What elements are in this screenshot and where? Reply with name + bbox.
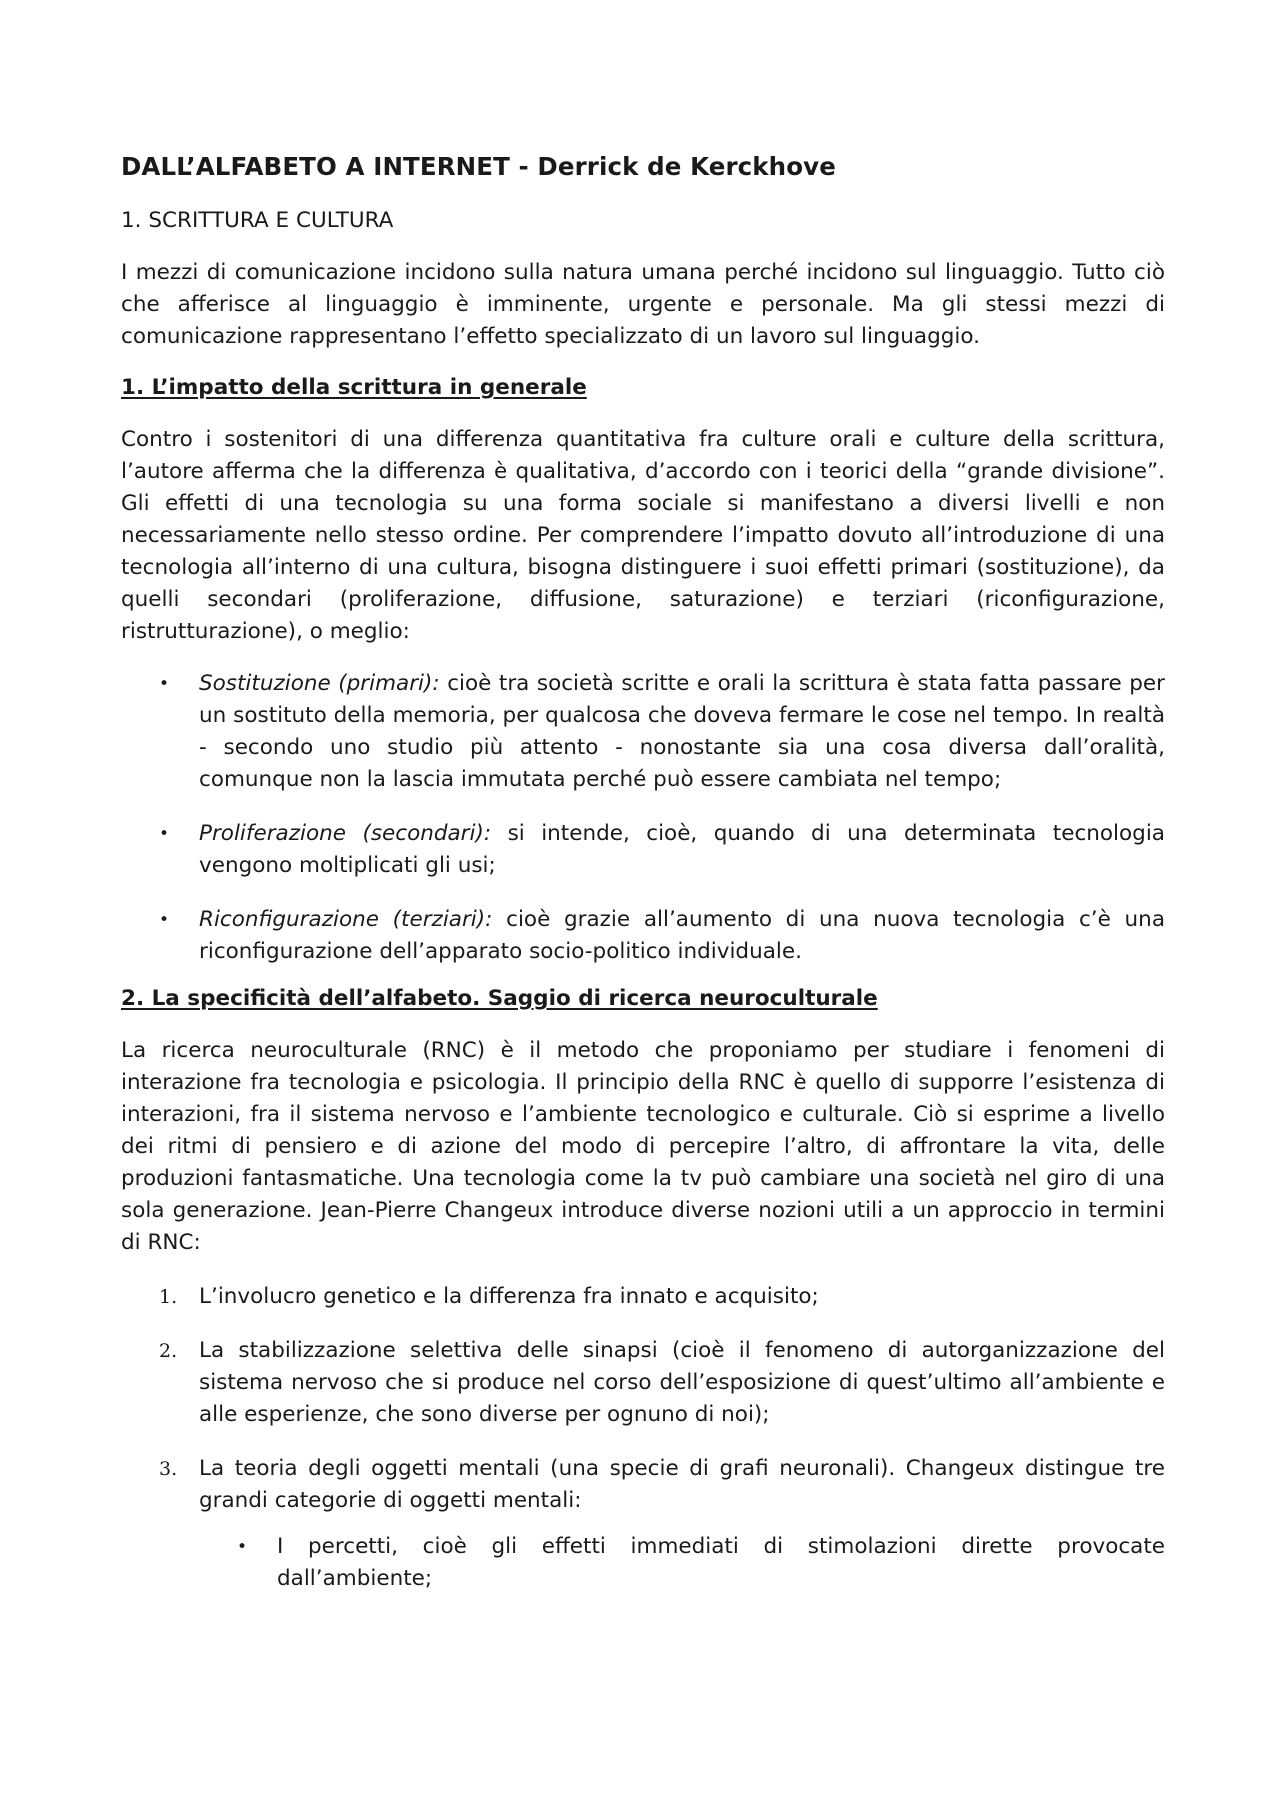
- nested-bullet-list: [199, 1531, 1165, 1595]
- document-page: [121, 150, 1165, 1595]
- section-1-bullet-list: [121, 668, 1165, 968]
- bullet-icon: •: [159, 910, 170, 930]
- chapter-heading: 1. SCRITTURA E CULTURA: [121, 208, 394, 233]
- list-item-text: cioè tra società scritte e orali la scrittura è stata fatta passare per un sostituto della memoria, per qualcosa che doveva fermare le cose nel tempo. In realtà - secondo uno studio più attento - nonostante sia una cosa diversa dall’oralità, comunque non la lascia immutata perché può essere cambiata nel tempo;: [199, 671, 1165, 792]
- list-number: 2.: [159, 1340, 178, 1362]
- intro-paragraph: I mezzi di comunicazione incidono sulla natura umana perché incidono sul linguaggio. Tutto ciò che afferisce al linguaggio è imminente, urgente e personale. Ma gli stessi mezzi di comunicazione rappresentano l’effetto specializzato di un lavoro sul linguaggio.: [121, 260, 1165, 349]
- list-item-text: si intende, cioè, quando di una determinata tecnologia vengono moltiplicati gli usi;: [199, 821, 1165, 878]
- list-item: [121, 668, 1165, 796]
- list-item-text: La stabilizzazione selettiva delle sinapsi (cioè il fenomeno di autorganizzazione del sistema nervoso che si produce nel corso dell’esposizione di quest’ultimo all’ambiente e alle esperienze, che sono diverse per ognuno di noi);: [199, 1338, 1165, 1427]
- list-item: [121, 1453, 1165, 1517]
- list-item-term: Riconfigurazione (terziari):: [199, 907, 493, 932]
- bullet-icon: •: [159, 674, 170, 694]
- list-item: [121, 1335, 1165, 1431]
- bullet-icon: •: [237, 1537, 248, 1557]
- list-item-text: cioè grazie all’aumento di una nuova tecnologia c’è una riconfigurazione dell’apparato socio-politico individuale.: [199, 907, 1165, 964]
- nested-list-wrapper: [199, 1531, 1165, 1595]
- list-item: [121, 904, 1165, 968]
- list-item-term: Proliferazione (secondari):: [199, 821, 492, 846]
- bullet-icon: •: [159, 824, 170, 844]
- section-2-numbered-list: [121, 1281, 1165, 1517]
- section-2-paragraph: La ricerca neuroculturale (RNC) è il metodo che proponiamo per studiare i fenomeni di interazione fra tecnologia e psicologia. Il principio della RNC è quello di supporre l’esistenza di interazioni, fra il sistema nervoso e l’ambiente tecnologico e culturale. Ciò si esprime a livello dei ritmi di pensiero e di azione del modo di percepire l’altro, di affrontare la vita, delle produzioni fantasmatiche. Una tecnologia come la tv può cambiare una società nel giro di una sola generazione. Jean-Pierre Changeux introduce diverse nozioni utili a un approccio in termini di RNC:: [121, 1038, 1165, 1255]
- section-1-paragraph: Contro i sostenitori di una differenza quantitativa fra culture orali e culture della scrittura, l’autore afferma che la differenza è qualitativa, d’accordo con i teorici della “grande divisione”. Gli effetti di una tecnologia su una forma sociale si manifestano a diversi livelli e non necessariamente nello stesso ordine. Per comprendere l’impatto dovuto all’introduzione di una tecnologia all’interno di una cultura, bisogna distinguere i suoi effetti primari (sostituzione), da quelli secondari (proliferazione, diffusione, saturazione) e terziari (riconfigurazione, ristrutturazione), o meglio:: [121, 427, 1165, 644]
- list-number: 3.: [159, 1458, 178, 1480]
- list-item-text: L’involucro genetico e la differenza fra innato e acquisito;: [199, 1284, 819, 1309]
- section-1-heading: 1. L’impatto della scrittura in generale: [121, 375, 587, 400]
- section-2-heading: 2. La specificità dell’alfabeto. Saggio di ricerca neuroculturale: [121, 986, 878, 1011]
- list-item: [121, 818, 1165, 882]
- list-number: 1.: [159, 1286, 178, 1308]
- list-item-text: I percetti, cioè gli effetti immediati di stimolazioni dirette provocate dall’ambiente;: [277, 1534, 1165, 1591]
- document-title: DALL’ALFABETO A INTERNET - Derrick de Kerckhove: [121, 152, 836, 181]
- list-item-term: Sostituzione (primari):: [199, 671, 440, 696]
- list-item-text: La teoria degli oggetti mentali (una specie di grafi neuronali). Changeux distingue tre grandi categorie di oggetti mentali:: [199, 1456, 1165, 1513]
- list-item: [121, 1281, 1165, 1313]
- list-item: [199, 1531, 1165, 1595]
